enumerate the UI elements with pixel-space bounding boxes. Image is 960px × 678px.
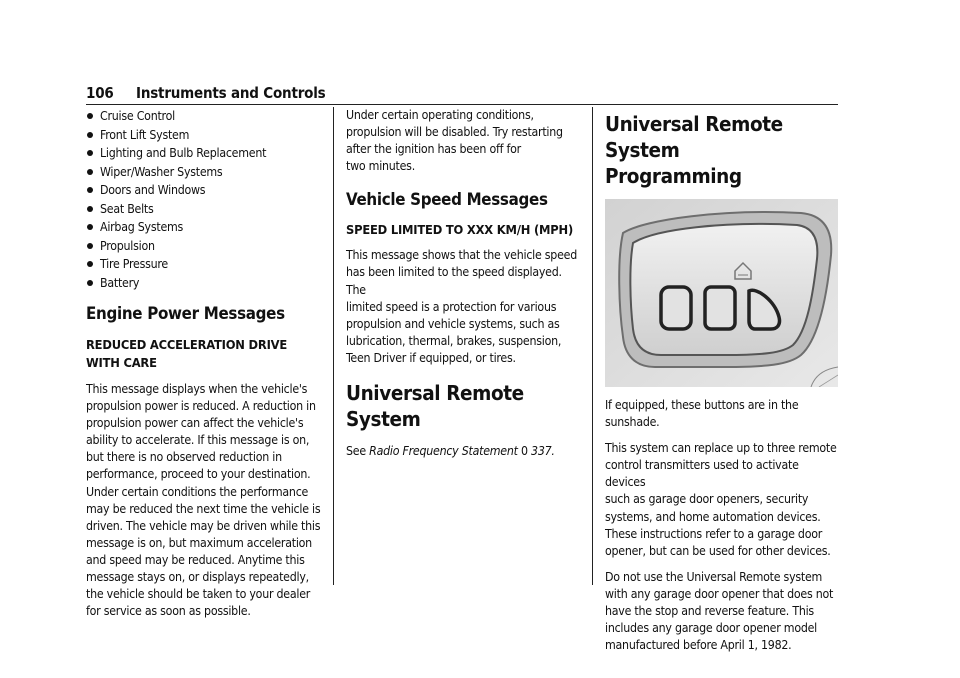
reduced-acceleration-heading: REDUCED ACCELERATION DRIVE WITH CARE xyxy=(86,338,288,371)
speed-limited-heading: SPEED LIMITED TO XXX KM/H (MPH) xyxy=(346,223,574,239)
sunshade-location-text: If equipped, these buttons are in the sunshade. xyxy=(605,398,799,430)
page-ref-number: 337. xyxy=(531,444,555,459)
bullet-icon xyxy=(87,150,93,156)
list-item: Airbag Systems xyxy=(86,218,326,237)
column-middle xyxy=(346,107,581,460)
bullet-icon xyxy=(87,224,93,230)
bullet-icon xyxy=(87,206,93,212)
list-item: Tire Pressure xyxy=(86,255,326,274)
bullet-icon xyxy=(87,261,93,267)
list-item: Cruise Control xyxy=(86,107,326,126)
list-item: Seat Belts xyxy=(86,200,326,219)
universal-remote-heading: Universal Remote System xyxy=(346,381,524,432)
list-item: Battery xyxy=(86,274,326,293)
speed-limited-text: This message shows that the vehicle speed has been limited to the speed displayed. The limited speed is a protection for various propulsion and vehicle systems, such as lubrication, thermal, brakes, suspension, Teen Driver if equipped, or tires. xyxy=(346,248,577,365)
garage-opener-warning-text: Do not use the Universal Remote system with any garage door opener that does not have the stop and reverse feature. This includes any garage door opener model manufactured before April 1, 1982. xyxy=(605,569,834,653)
page-ref-arrow-icon: 0 xyxy=(520,444,528,459)
column-divider-right xyxy=(592,107,593,585)
propulsion-disabled-text: Under certain operating conditions, propulsion will be disabled. Try restarting after the ignition has been off for two minutes. xyxy=(346,108,563,174)
topic-list xyxy=(86,107,326,292)
column-right xyxy=(605,107,840,654)
list-item: Propulsion xyxy=(86,237,326,256)
page-number: 106 xyxy=(86,84,114,102)
column-divider-left xyxy=(333,107,334,585)
bullet-icon xyxy=(87,280,93,286)
page-header xyxy=(86,82,838,105)
list-item: Lighting and Bulb Replacement xyxy=(86,144,326,163)
section-title: Instruments and Controls xyxy=(136,84,326,102)
system-description-text: This system can replace up to three remote control transmitters used to activate devices such as garage door openers, security systems, and home automation devices. These instructions refer to a garage door opener, but can be used for other devices. xyxy=(605,441,837,558)
bullet-icon xyxy=(87,169,93,175)
bullet-icon xyxy=(87,187,93,193)
sunshade-buttons-illustration xyxy=(605,199,838,387)
bullet-icon xyxy=(87,243,93,249)
bullet-icon xyxy=(87,132,93,138)
see-reference: See Radio Frequency Statement 0 337. xyxy=(346,444,555,459)
column-left xyxy=(86,107,326,620)
vehicle-speed-heading: Vehicle Speed Messages xyxy=(346,189,548,210)
programming-heading: Universal Remote System Programming xyxy=(605,112,783,188)
sunshade-buttons-figure xyxy=(605,199,838,387)
list-item: Wiper/Washer Systems xyxy=(86,163,326,182)
bullet-icon xyxy=(87,113,93,119)
reduced-acceleration-text: This message displays when the vehicle's propulsion power is reduced. A reduction in propulsion power can affect the vehicle's ability to accelerate. If this message is on, but there is no observed reduction in performance, proceed to your destination. Under certain conditions the performance may be reduced the next time the vehicle is driven. The vehicle may be driven while this message is on, but maximum acceleration and speed may be reduced. Anytime this message stays on, or displays repeatedly, the vehicle should be taken to your dealer for service as soon as possible. xyxy=(86,382,321,619)
list-item: Front Lift System xyxy=(86,126,326,145)
engine-power-heading: Engine Power Messages xyxy=(86,303,285,323)
list-item: Doors and Windows xyxy=(86,181,326,200)
cross-reference-link[interactable]: Radio Frequency Statement xyxy=(369,444,518,459)
